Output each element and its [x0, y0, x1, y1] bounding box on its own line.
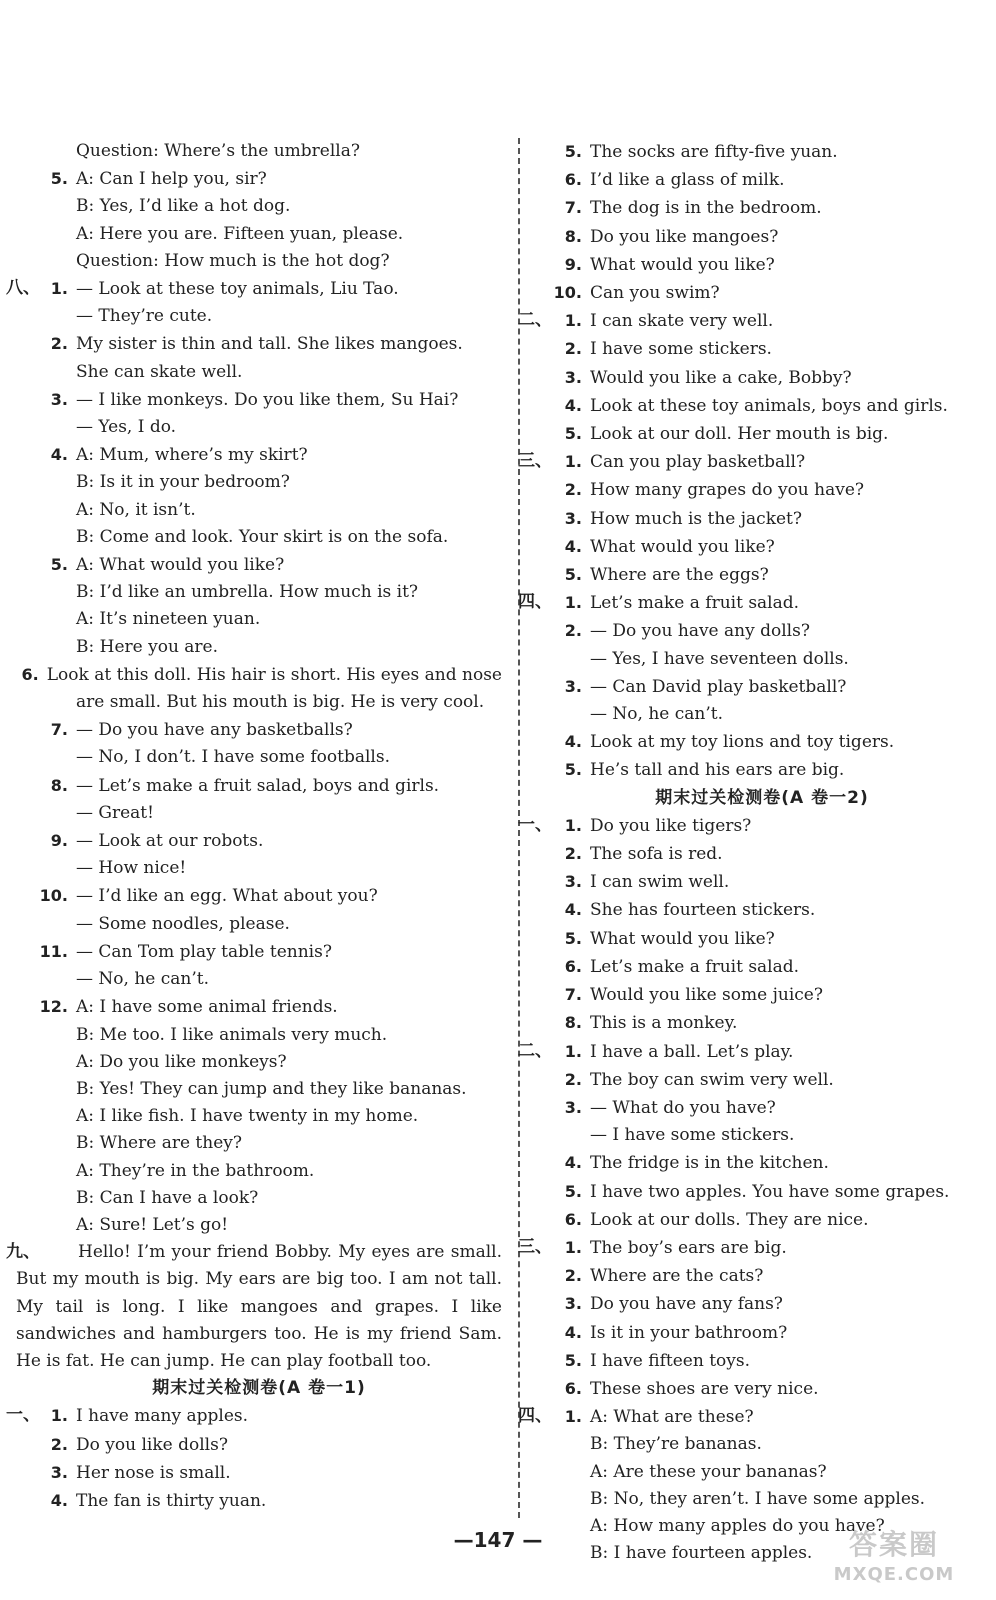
test-heading: 期末过关检测卷(A 卷一2)	[655, 787, 869, 808]
item-number: 1.	[564, 452, 582, 472]
answer-line	[16, 634, 502, 661]
answer-line	[542, 673, 982, 701]
answer-line	[542, 953, 982, 981]
answer-line	[542, 476, 982, 504]
item-number: 1.	[564, 1041, 582, 1061]
answer-line	[542, 1486, 982, 1513]
item-number: 9.	[564, 254, 582, 274]
answer-line	[16, 1158, 502, 1185]
answer-line	[542, 1262, 982, 1290]
answer-text: A: They’re in the bathroom.	[76, 1160, 315, 1181]
answer-line	[16, 1185, 502, 1212]
answer-text: B: Can I have a look?	[76, 1187, 259, 1208]
answer-text: — They’re cute.	[76, 306, 213, 327]
answer-text: The socks are fifty-five yuan.	[590, 142, 838, 162]
item-number: 4.	[50, 1490, 68, 1510]
answer-line	[16, 138, 502, 165]
answer-line	[16, 855, 502, 882]
answer-line	[6, 1402, 502, 1430]
answer-text: I have some stickers.	[590, 339, 772, 360]
item-number: 6.	[564, 1209, 582, 1229]
answer-text: B: Is it in your bedroom?	[76, 472, 290, 493]
answer-line	[16, 330, 502, 358]
answer-text: What would you like?	[590, 536, 775, 557]
answer-text: — Do you have any basketballs?	[76, 720, 353, 741]
item-number: 2.	[564, 480, 582, 500]
item-number: 1.	[564, 815, 582, 835]
item-number: 2.	[564, 1069, 582, 1089]
answer-text: I can swim well.	[590, 872, 730, 893]
answer-text: — Yes, I do.	[76, 417, 177, 438]
item-number: 8.	[50, 775, 68, 795]
answer-text: Do you like tigers?	[590, 815, 752, 836]
answer-text: The dog is in the bedroom.	[590, 198, 822, 219]
answer-text: — What do you have?	[590, 1097, 776, 1118]
answer-text: The fridge is in the kitchen.	[590, 1153, 829, 1174]
answer-text: — No, I don’t. I have some footballs.	[76, 747, 390, 768]
item-number: 1.	[564, 593, 582, 613]
item-number: 4.	[564, 395, 582, 415]
item-number: 9.	[50, 831, 68, 851]
item-number: 12.	[39, 997, 68, 1017]
answer-line	[16, 1130, 502, 1157]
item-number: 2.	[564, 844, 582, 864]
answer-text: Let’s make a fruit salad.	[590, 956, 800, 977]
answer-text: A: Sure! Let’s go!	[76, 1214, 229, 1235]
answer-line	[542, 1347, 982, 1375]
answer-text: A: How many apples do you have?	[590, 1515, 885, 1536]
answer-line	[16, 193, 502, 220]
item-number: 5.	[50, 169, 68, 189]
answer-text: — Some noodles, please.	[76, 913, 290, 934]
answer-line	[16, 772, 502, 800]
answer-line	[16, 1487, 502, 1515]
answer-line	[542, 392, 982, 420]
item-number: 3.	[564, 508, 582, 528]
answer-line	[542, 251, 982, 279]
answer-line	[542, 1009, 982, 1037]
answer-text: Is it in your bathroom?	[590, 1322, 788, 1343]
answer-line	[542, 138, 982, 166]
answer-line	[518, 1038, 982, 1066]
answer-line	[16, 469, 502, 496]
answer-text: — Look at our robots.	[76, 831, 264, 852]
item-number: 3.	[564, 1097, 582, 1117]
answer-line	[542, 728, 982, 756]
item-number: 4.	[564, 536, 582, 556]
item-number: 8.	[564, 1013, 582, 1033]
answer-line	[542, 223, 982, 251]
item-number: 7.	[564, 198, 582, 218]
answer-text: I have many apples.	[76, 1406, 249, 1427]
item-number: 4.	[564, 732, 582, 752]
answer-text: She can skate well.	[76, 361, 243, 382]
answer-text: A: Are these your bananas?	[590, 1461, 827, 1482]
answer-line	[542, 505, 982, 533]
item-number: 4.	[564, 1322, 582, 1342]
answer-line	[16, 1103, 502, 1130]
answer-line	[542, 166, 982, 194]
section-marker: 八、	[6, 278, 40, 299]
left-column	[6, 138, 502, 1515]
answer-text: Do you like dolls?	[76, 1434, 228, 1455]
right-column	[518, 138, 982, 1567]
section-marker: 二、	[518, 1040, 552, 1061]
section-marker: 九、	[6, 1242, 40, 1263]
answer-line	[16, 800, 502, 827]
answer-text: Can you swim?	[590, 283, 720, 304]
answer-line	[16, 497, 502, 524]
answer-text: Look at my toy lions and toy tigers.	[590, 732, 895, 753]
item-number: 3.	[564, 676, 582, 696]
answer-line	[542, 420, 982, 448]
answer-text: I’d like a glass of milk.	[590, 170, 785, 191]
answer-text: — No, he can’t.	[76, 969, 209, 990]
answer-line	[542, 279, 982, 307]
answer-text: I have two apples. You have some grapes.	[590, 1181, 950, 1202]
answer-text: — Yes, I have seventeen dolls.	[590, 648, 849, 669]
answer-line	[16, 744, 502, 771]
item-number: 11.	[39, 941, 68, 961]
answer-text: Where are the eggs?	[590, 565, 769, 586]
answer-text: A: What would you like?	[76, 555, 285, 576]
answer-line	[16, 1022, 502, 1049]
section-marker: 三、	[518, 1236, 552, 1257]
answer-text: Look at this doll. His hair is short. His eyes and nose	[46, 664, 502, 685]
item-number: 5.	[564, 760, 582, 780]
answer-text: Question: Where’s the umbrella?	[76, 141, 360, 161]
watermark-en: MXQE.COM	[833, 1564, 955, 1585]
answer-line	[16, 911, 502, 938]
item-number: 3.	[564, 1294, 582, 1314]
answer-line	[542, 1375, 982, 1403]
answer-text: A: Here you are. Fifteen yuan, please.	[76, 223, 404, 244]
answer-line	[542, 1206, 982, 1234]
answer-text: B: I have fourteen apples.	[590, 1543, 813, 1564]
answer-line	[16, 1459, 502, 1487]
answer-text: — Do you have any dolls?	[590, 621, 810, 642]
watermark-cn: 答案圈	[848, 1528, 939, 1561]
answer-line	[16, 221, 502, 248]
answer-text: A: Do you like monkeys?	[76, 1051, 287, 1072]
answer-text: Do you have any fans?	[590, 1294, 783, 1315]
answer-text: Her nose is small.	[76, 1462, 231, 1483]
item-number: 1.	[564, 1407, 582, 1427]
answer-text: I can skate very well.	[590, 311, 774, 332]
answer-text: B: Yes, I’d like a hot dog.	[76, 196, 291, 217]
paragraph-answer	[6, 1239, 502, 1375]
answer-line	[542, 561, 982, 589]
answer-text: are small. But his mouth is big. He is very cool.	[76, 692, 485, 713]
answer-text: I have a ball. Let’s play.	[590, 1041, 794, 1062]
answer-text: Look at our doll. Her mouth is big.	[590, 424, 889, 445]
item-number: 3.	[564, 872, 582, 892]
answer-line	[16, 689, 502, 716]
section-marker: 二、	[518, 310, 552, 331]
answer-line	[518, 1403, 982, 1431]
answer-line	[542, 1178, 982, 1206]
answer-line	[16, 551, 502, 579]
answer-text: What would you like?	[590, 254, 775, 275]
answer-text: Let’s make a fruit salad.	[590, 593, 800, 614]
answer-text: — Can David play basketball?	[590, 676, 847, 697]
answer-text: How much is the jacket?	[590, 508, 803, 529]
answer-text: The sofa is red.	[590, 844, 723, 865]
item-number: 4.	[564, 1153, 582, 1173]
answer-line	[542, 981, 982, 1009]
test-heading: 期末过关检测卷(A 卷一1)	[152, 1378, 366, 1399]
answer-text: B: Yes! They can jump and they like bananas.	[76, 1078, 467, 1099]
answer-line	[16, 248, 502, 275]
answer-text: — I’d like an egg. What about you?	[76, 886, 378, 907]
answer-text: A: I like fish. I have twenty in my home.	[76, 1106, 419, 1127]
answer-text: This is a monkey.	[590, 1013, 738, 1034]
item-number: 2.	[564, 621, 582, 641]
answer-text: — Look at these toy animals, Liu Tao.	[76, 279, 399, 300]
item-number: 6.	[564, 956, 582, 976]
watermark-logo	[814, 1530, 974, 1592]
item-number: 1.	[50, 1406, 68, 1426]
answer-line	[542, 1149, 982, 1177]
answer-text: A: What are these?	[590, 1407, 754, 1428]
answer-text: A: Mum, where’s my skirt?	[76, 445, 308, 466]
answer-text: I have fifteen toys.	[590, 1350, 751, 1371]
item-number: 2.	[50, 334, 68, 354]
item-number: 7.	[50, 720, 68, 740]
section-marker: 一、	[6, 1405, 40, 1426]
item-number: 3.	[50, 389, 68, 409]
answer-line	[16, 1431, 502, 1459]
section-marker: 四、	[518, 592, 552, 613]
paragraph-text: Hello! I’m your friend Bobby. My eyes are small. But my mouth is big. My ears are big too. I am not tall. My tail is long. I like mangoes and grapes. I like sandwiches and hamburgers too. He is my friend Sam. He is fat. He can jump. He can play football too.	[16, 1242, 502, 1371]
answer-line	[16, 1049, 502, 1076]
answer-line	[542, 840, 982, 868]
section-marker: 四、	[518, 1406, 552, 1427]
answer-line	[518, 812, 982, 840]
item-number: 6.	[21, 664, 39, 684]
answer-line	[542, 533, 982, 561]
answer-text: Where are the cats?	[590, 1266, 764, 1287]
item-number: 3.	[50, 1462, 68, 1482]
answer-text: What would you like?	[590, 928, 775, 949]
answer-line	[542, 1122, 982, 1149]
item-number: 4.	[564, 900, 582, 920]
answer-line	[518, 589, 982, 617]
answer-text: Can you play basketball?	[590, 452, 806, 473]
answer-line	[16, 993, 502, 1021]
answer-line	[16, 414, 502, 441]
answer-text: Look at these toy animals, boys and girls.	[590, 395, 948, 416]
answer-line	[16, 441, 502, 469]
item-number: 5.	[564, 1181, 582, 1201]
answer-line	[542, 1066, 982, 1094]
answer-line	[518, 1234, 982, 1262]
item-number: 7.	[564, 985, 582, 1005]
answer-text: The boy can swim very well.	[590, 1069, 834, 1090]
answer-line	[16, 882, 502, 910]
section-marker: 三、	[518, 451, 552, 472]
item-number: 6.	[564, 170, 582, 190]
item-number: 4.	[50, 445, 68, 465]
answer-line	[16, 165, 502, 193]
item-number: 5.	[564, 928, 582, 948]
answer-line	[542, 1431, 982, 1458]
answer-text: Do you like mangoes?	[590, 226, 779, 247]
item-number: 6.	[564, 1378, 582, 1398]
item-number: 10.	[553, 283, 582, 303]
answer-text: B: Come and look. Your skirt is on the sofa.	[76, 526, 449, 547]
item-number: 1.	[564, 1237, 582, 1257]
item-number: 8.	[564, 226, 582, 246]
item-number: 3.	[564, 367, 582, 387]
answer-line	[542, 896, 982, 924]
item-number: 2.	[564, 339, 582, 359]
answer-text: — Great!	[76, 802, 154, 823]
answer-line	[542, 868, 982, 896]
answer-line	[16, 938, 502, 966]
answer-text: Would you like some juice?	[590, 985, 823, 1006]
answer-text: B: They’re bananas.	[590, 1434, 762, 1455]
answer-line	[16, 359, 502, 386]
answer-line	[542, 335, 982, 363]
answer-text: — Let’s make a fruit salad, boys and girls.	[76, 775, 440, 796]
answer-text: She has fourteen stickers.	[590, 900, 816, 921]
answer-text: B: Where are they?	[76, 1133, 242, 1154]
item-number: 5.	[564, 142, 582, 161]
answer-text: B: Here you are.	[76, 636, 219, 657]
answer-line	[16, 303, 502, 330]
answer-text: B: I’d like an umbrella. How much is it?	[76, 582, 419, 603]
answer-line	[542, 1290, 982, 1318]
answer-line	[542, 925, 982, 953]
answer-line	[542, 646, 982, 673]
answer-line	[6, 275, 502, 303]
answer-text: — I like monkeys. Do you like them, Su Hai?	[76, 389, 459, 410]
answer-text: — Can Tom play table tennis?	[76, 941, 332, 962]
answer-line	[542, 701, 982, 728]
item-number: 2.	[564, 1266, 582, 1286]
answer-line	[542, 1319, 982, 1347]
answer-line	[16, 716, 502, 744]
answer-text: A: Can I help you, sir?	[76, 169, 267, 190]
answer-text: B: No, they aren’t. I have some apples.	[590, 1488, 926, 1509]
answer-line	[518, 448, 982, 476]
answer-text: A: It’s nineteen yuan.	[76, 609, 261, 630]
answer-line	[16, 827, 502, 855]
answer-text: The boy’s ears are big.	[590, 1237, 787, 1258]
item-number: 5.	[50, 555, 68, 575]
answer-text: Look at our dolls. They are nice.	[590, 1209, 869, 1230]
answer-line	[518, 307, 982, 335]
answer-text: A: No, it isn’t.	[76, 499, 196, 520]
page-number: —147 —	[453, 1528, 543, 1552]
section-marker: 一、	[518, 814, 552, 835]
answer-text: — I have some stickers.	[590, 1125, 795, 1146]
answer-line	[16, 1076, 502, 1103]
answer-text: He’s tall and his ears are big.	[590, 760, 845, 781]
answer-text: — How nice!	[76, 858, 187, 879]
item-number: 2.	[50, 1434, 68, 1454]
answer-text: Would you like a cake, Bobby?	[590, 367, 852, 388]
answer-text: — No, he can’t.	[590, 704, 723, 725]
answer-text: How many grapes do you have?	[590, 480, 865, 501]
answer-line	[16, 579, 502, 606]
answer-line	[16, 1212, 502, 1239]
answer-line	[16, 606, 502, 633]
answer-line	[542, 364, 982, 392]
answer-line	[16, 966, 502, 993]
answer-line	[542, 194, 982, 222]
item-number: 10.	[39, 886, 68, 906]
answer-line	[542, 756, 982, 784]
answer-text: A: I have some animal friends.	[76, 997, 338, 1018]
item-number: 5.	[564, 1350, 582, 1370]
item-number: 5.	[564, 565, 582, 585]
item-number: 1.	[564, 311, 582, 331]
item-number: 5.	[564, 424, 582, 444]
answer-line	[16, 661, 502, 689]
answer-line	[542, 617, 982, 645]
answer-line	[16, 386, 502, 414]
item-number: 1.	[50, 279, 68, 299]
answer-text: These shoes are very nice.	[590, 1378, 819, 1399]
answer-text: My sister is thin and tall. She likes mangoes.	[76, 334, 463, 355]
answer-text: The fan is thirty yuan.	[76, 1490, 267, 1511]
answer-text: B: Me too. I like animals very much.	[76, 1024, 388, 1045]
answer-line	[542, 1459, 982, 1486]
answer-line	[16, 524, 502, 551]
answer-text: Question: How much is the hot dog?	[76, 250, 390, 271]
answer-line	[542, 1094, 982, 1122]
